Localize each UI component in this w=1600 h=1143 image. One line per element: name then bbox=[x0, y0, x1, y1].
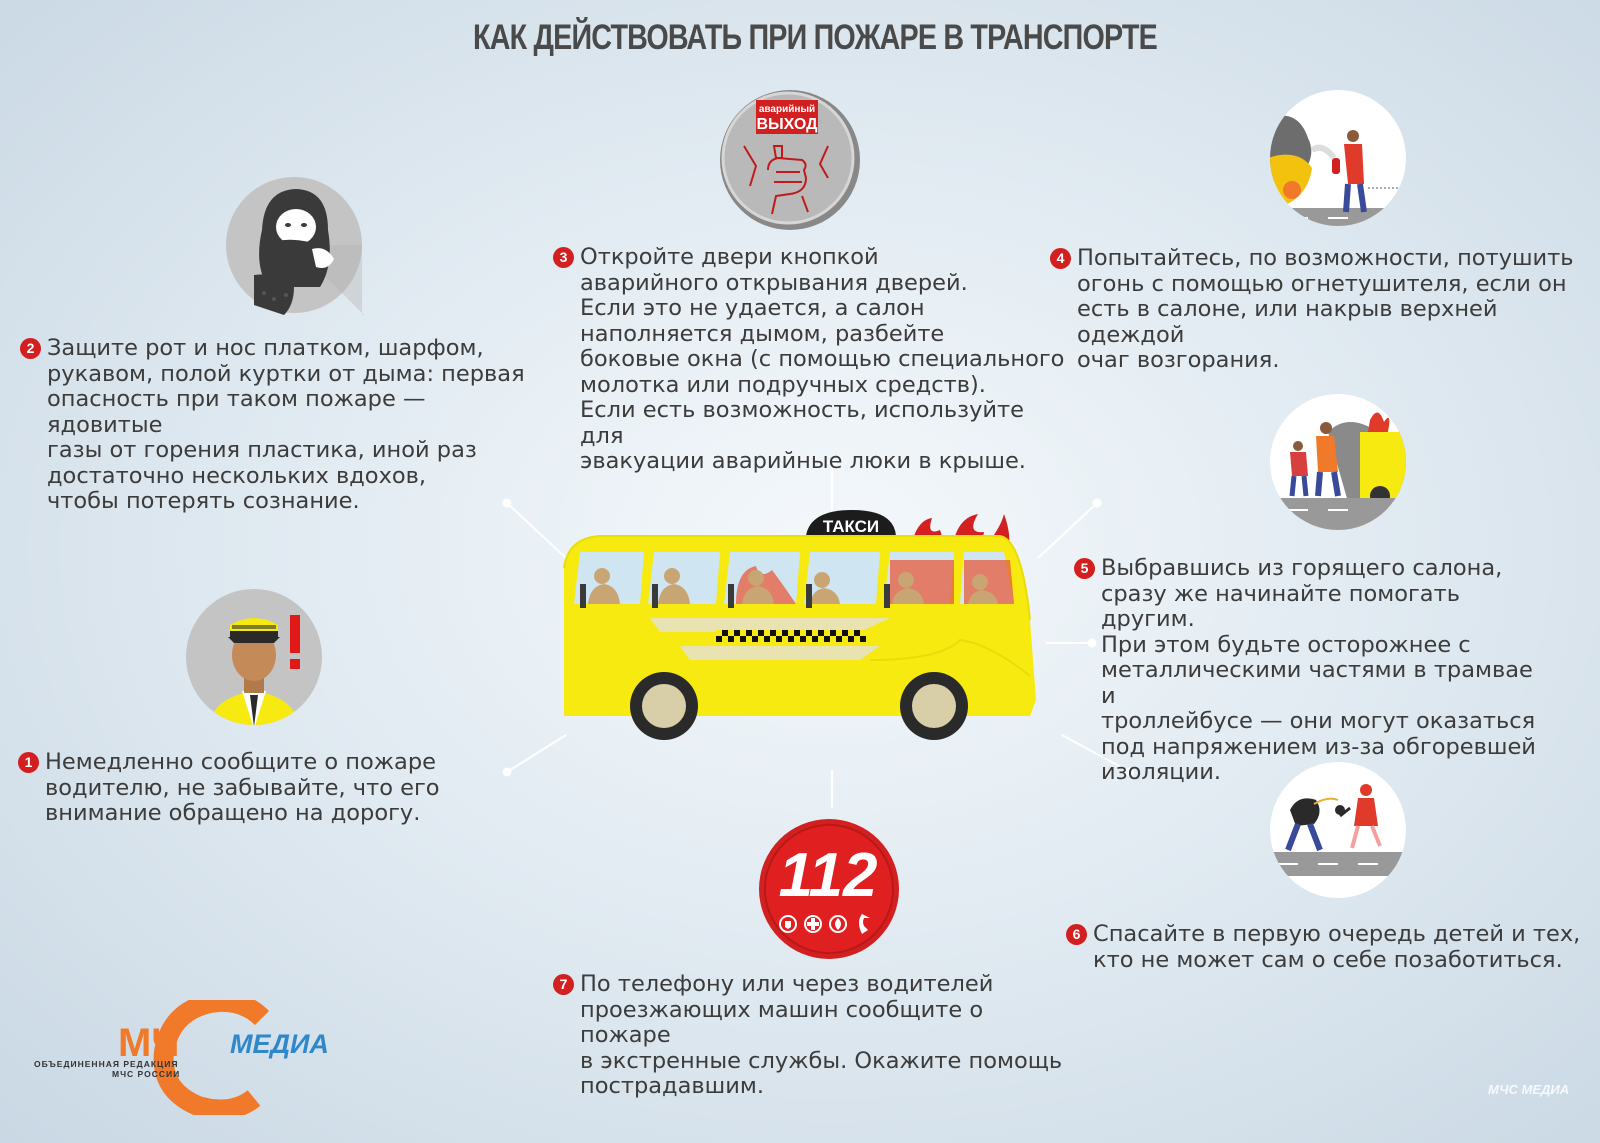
step-number-badge: 2 bbox=[20, 338, 41, 359]
exit-sign-line2: ВЫХОД bbox=[756, 116, 818, 133]
logo-text-left: МЧ bbox=[118, 1021, 180, 1065]
cover-face-illustration bbox=[224, 175, 366, 317]
exit-sign-line1: аварийный bbox=[758, 104, 816, 115]
emergency-112-badge bbox=[758, 818, 900, 960]
step-text: Немедленно сообщите о пожаре водителю, не забывайте, что его внимание обращено на дорогу. bbox=[45, 749, 440, 826]
fire-extinguisher-illustration bbox=[1268, 88, 1410, 230]
step-number-badge: 3 bbox=[553, 247, 574, 268]
step-text: Откройте двери кнопкой аварийного открывания дверей. Если это не удается, а салон наполняется дымом, разбейте боковые окна (с помощью специального молотка или подручных средств). Если есть возможность, используйте для эвакуации аварийные люки в крыше. bbox=[580, 244, 1065, 474]
step-number-badge: 6 bbox=[1066, 924, 1087, 945]
step-number-badge: 7 bbox=[553, 974, 574, 995]
logo-text-right: МЕДИА bbox=[230, 1029, 329, 1059]
step-5 bbox=[1074, 556, 1554, 786]
phone-number: 112 bbox=[778, 841, 878, 910]
driver-illustration bbox=[184, 587, 326, 729]
taxi-sign: ТАКСИ bbox=[822, 517, 880, 536]
step-text: Выбравшись из горящего салона, сразу же начинайте помогать другим. При этом будьте осторожнее с металлическими частями в трамвае и троллейбусе — они могут оказаться под напряжением из-за обгоревшей изоляции. bbox=[1101, 555, 1536, 785]
watermark: МЧС МЕДИА bbox=[1488, 1082, 1570, 1097]
emergency-exit-illustration bbox=[716, 86, 862, 232]
step-3 bbox=[553, 245, 1073, 475]
step-4 bbox=[1050, 246, 1598, 374]
taxi-checker-stripe bbox=[716, 630, 866, 642]
logo-caption-line2: МЧС РОССИИ bbox=[112, 1069, 181, 1079]
step-number-badge: 5 bbox=[1074, 558, 1095, 579]
page-title: КАК ДЕЙСТВОВАТЬ ПРИ ПОЖАРЕ В ТРАНСПОРТЕ bbox=[473, 18, 1157, 57]
step-number-badge: 1 bbox=[18, 752, 39, 773]
logo-caption-line1: ОБЪЕДИНЕННАЯ РЕДАКЦИЯ bbox=[34, 1059, 179, 1069]
step-text: Защите рот и нос платком, шарфом, рукавом, полой куртки от дыма: первая опасность при таком пожаре — ядовитые газы от горения пластика, иной раз достаточно нескольких вдохов, чтобы потерять сознание. bbox=[47, 335, 525, 514]
step-text: Попытайтесь, по возможности, потушить огонь с помощью огнетушителя, если он есть в салоне, или накрыв верхней одеждой очаг возгорания. bbox=[1077, 245, 1574, 373]
step-6 bbox=[1066, 922, 1586, 973]
step-number-badge: 4 bbox=[1050, 248, 1071, 269]
step-1 bbox=[18, 750, 458, 827]
step-text: Спасайте в первую очередь детей и тех, кто не может сам о себе позаботиться. bbox=[1093, 921, 1581, 973]
mchs-media-logo bbox=[30, 1000, 370, 1115]
step-2 bbox=[20, 336, 540, 515]
burning-taxi-bus-illustration bbox=[560, 510, 1060, 760]
step-text: По телефону или через водителей проезжающих машин сообщите о пожаре в экстренные службы. Окажите помощь пострадавшим. bbox=[580, 971, 1063, 1099]
helping-others-illustration bbox=[1268, 392, 1410, 534]
step-7 bbox=[553, 972, 1073, 1100]
